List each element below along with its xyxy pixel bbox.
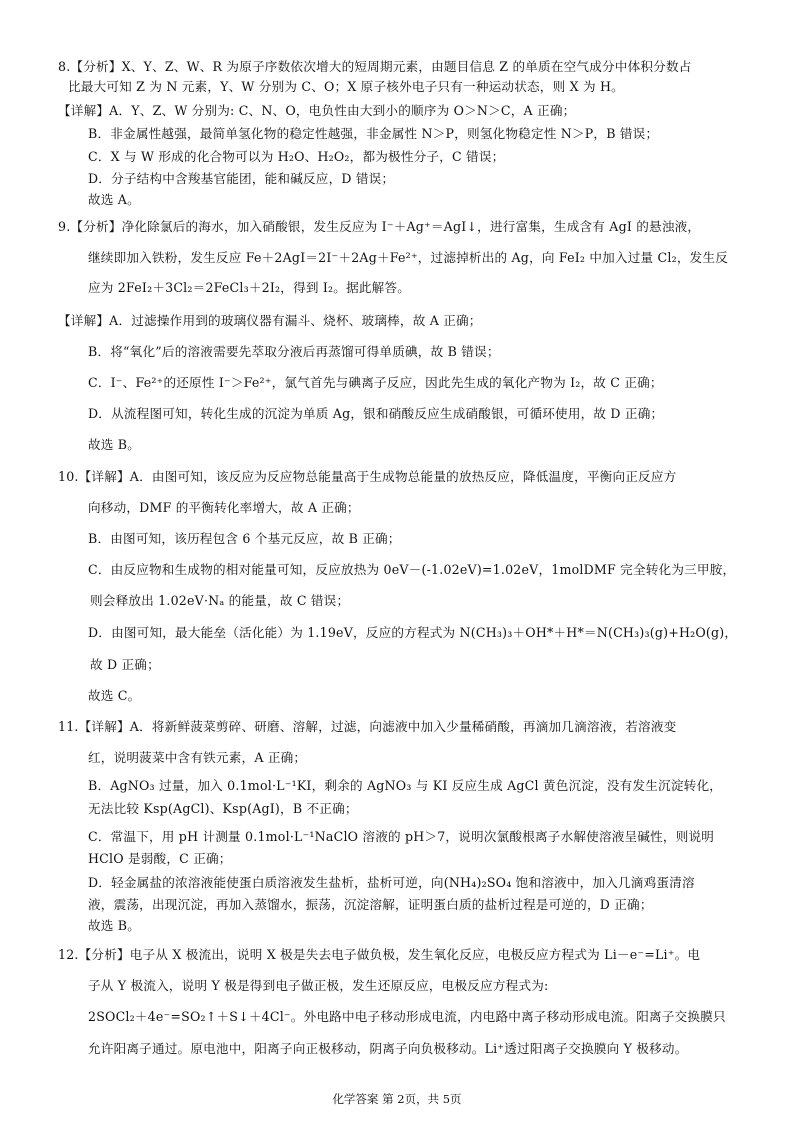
text-line: 向移动，DMF 的平衡转化率增大，故 A 正确； — [88, 500, 360, 515]
text-line: 【详解】A．Y、Z、W 分别为: C、N、O，电负性由大到小的顺序为 O＞N＞C，A 正确； — [58, 103, 576, 118]
text-line: C．I⁻、Fe²⁺的还原性 I⁻＞Fe²⁺，氯气首先与碘离子反应，因此先生成的氧化产物为 I₂，故 C 正确； — [88, 375, 663, 390]
text-line: C．常温下，用 pH 计测量 0.1mol·L⁻¹NaClO 溶液的 pH＞7，说明次氯酸根离子水解使溶液呈碱性，则说明 — [88, 829, 715, 844]
text-line: 则会释放出 1.02eV·Nₐ 的能量，故 C 错误； — [90, 593, 350, 608]
text-line: 故选 C。 — [88, 688, 141, 703]
text-line: D．分子结构中含羧基官能团，能和碱反应，D 错误； — [88, 171, 395, 186]
text-line: 无法比较 Ksp(AgCl)、Ksp(AgI)，B 不正确； — [88, 801, 358, 816]
text-line: 故 D 正确； — [90, 657, 160, 672]
text-line: 比最大可知 Z 为 N 元素，Y、W 分别为 C、O；X 原子核外电子只有一种运动状态，则 X 为 H。 — [68, 79, 624, 94]
text-line: D．由图可知，最大能垒（活化能）为 1.19eV，反应的方程式为 N(CH₃)₃＋OH*＋H*＝N(CH₃)₃(g)+H₂O(g)， — [88, 625, 738, 640]
text-line: HClO 是弱酸，C 正确； — [88, 851, 232, 866]
text-line: 10.【详解】A．由图可知，该反应为反应物总能量高于生成物总能量的放热反应，降低温度，平衡向正反应方 — [58, 469, 677, 484]
text-line: 故选 B。 — [88, 918, 141, 933]
text-line: C．X 与 W 形成的化合物可以为 H₂O、H₂O₂，都为极性分子，C 错误； — [88, 149, 505, 164]
text-line: B．将“氧化”后的溶液需要先萃取分液后再蒸馏可得单质碘，故 B 错误； — [88, 344, 500, 359]
text-line: 8.【分析】X、Y、Z、W、R 为原子序数依次增大的短周期元素，由题目信息 Z 的单质在空气成分中体积分数占 — [58, 59, 692, 74]
text-line: C．由反应物和生成物的相对能量可知，反应放热为 0eV－(-1.02eV)=1.02eV，1molDMF 完全转化为三甲胺， — [88, 562, 736, 577]
text-line: 继续即加入铁粉，发生反应 Fe＋2AgI＝2I⁻＋2Ag＋Fe²⁺，过滤掉析出的 Ag，向 FeI₂ 中加入过量 Cl₂，发生反 — [88, 250, 729, 265]
text-line: 应为 2FeI₂＋3Cl₂＝2FeCl₃＋2I₂，得到 I₂。据此解答。 — [88, 280, 411, 295]
text-line: D．从流程图可知，转化生成的沉淀为单质 Ag，银和硝酸反应生成硝酸银，可循环使用，故 D 正确； — [88, 406, 664, 421]
text-line: 【详解】A．过滤操作用到的玻璃仪器有漏斗、烧杯、玻璃棒，故 A 正确； — [58, 313, 482, 328]
text-line: 故选 B。 — [88, 437, 141, 452]
text-line: 子从 Y 极流入，说明 Y 极是得到电子做正极，发生还原反应，电极反应方程式为: — [88, 978, 549, 993]
text-line: D．轻金属盐的浓溶液能使蛋白质溶液发生盐析，盐析可逆，向(NH₄)₂SO₄ 饱和溶液中，加入几滴鸡蛋清溶 — [88, 875, 695, 890]
text-line: 红，说明菠菜中含有铁元素，A 正确； — [88, 750, 307, 765]
text-line: 故选 A。 — [88, 192, 140, 207]
text-line: 11.【详解】A．将新鲜菠菜剪碎、研磨、溶解，过滤，向滤液中加入少量稀硝酸，再滴加几滴溶液，若溶液变 — [58, 719, 677, 734]
text-line: 12.【分析】电子从 X 极流出，说明 X 极是失去电子做负极，发生氧化反应，电极反应方程式为 Li－e⁻=Li⁺。电 — [58, 947, 701, 962]
text-line: 9.【分析】净化除氯后的海水，加入硝酸银，发生反应为 I⁻＋Ag⁺＝AgI↓，进行富集，生成含有 AgI 的悬浊液， — [58, 219, 701, 234]
text-line: B．由图可知，该历程包含 6 个基元反应，故 B 正确； — [88, 531, 401, 546]
text-line: 允许阳离子通过。原电池中，阳离子向正极移动，阴离子向负极移动。Li⁺透过阳离子交换膜向 Y 极移动。 — [88, 1041, 688, 1056]
page-footer: 化学答案 第 2页，共 5页 — [332, 1092, 462, 1106]
text-line: B．AgNO₃ 过量，加入 0.1mol·L⁻¹KI，剩余的 AgNO₃ 与 KI 反应生成 AgCl 黄色沉淀，没有发生沉淀转化， — [88, 778, 723, 793]
text-line: 2SOCl₂＋4e⁻=SO₂↑＋S↓＋4Cl⁻。外电路中电子移动形成电流，内电路中离子移动形成电流。阳离子交换膜只 — [88, 1009, 726, 1024]
text-line: 液，震荡，出现沉淀，再加入蒸馏水，振荡，沉淀溶解，证明蛋白质的盐析过程是可逆的，D 正确； — [88, 897, 653, 912]
text-line: B．非金属性越强，最简单氢化物的稳定性越强，非金属性 N＞P，则氢化物稳定性 N＞P，B 错误； — [88, 126, 659, 141]
